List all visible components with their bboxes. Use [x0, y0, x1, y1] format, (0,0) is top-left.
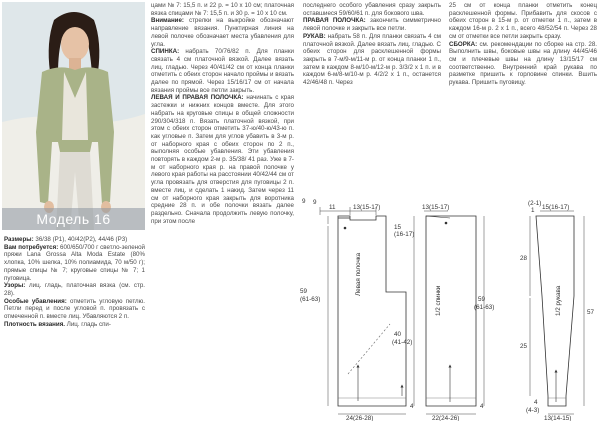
right-front-paragraph — [303, 17, 441, 32]
lf-left-9: 9 — [313, 199, 317, 206]
lf-name: Левая полочка — [355, 252, 362, 296]
left-front-schematic — [300, 198, 414, 421]
note-text: стрелки на выкройке обозначают направление вязания. Пунктирная линия на левой полочке обозначает места убавления для угла. — [151, 17, 294, 48]
model-photo — [2, 2, 145, 230]
sleeve-schematic — [520, 200, 595, 421]
lf-right-16-17: (16-17) — [394, 231, 415, 238]
back-top-13: 13(15-17) — [422, 204, 450, 211]
back-bottom-22: 22(24-26) — [432, 415, 460, 421]
column-2 — [151, 2, 294, 225]
sizes-text: 36/38 (Р1), 40/42(Р2), 44/46 (Р3) — [35, 236, 128, 243]
sleeve-paragraph — [303, 33, 441, 87]
special-decrease-text: отметить угловую петлю. Петли перед и после угловой п. провязать с отмеченной п. вместе лиц. Убавляются 2 п. — [4, 297, 145, 321]
back-right-61-63: (61-63) — [474, 304, 495, 311]
sleeve-right-57: 57 — [587, 309, 595, 316]
sleeve-left-28: 28 — [520, 255, 528, 262]
density-paragraph — [4, 321, 145, 329]
patterns-label: Узоры: — [4, 282, 26, 290]
assembly-text: см. рекомендации по сборке на стр. 28. Выполнить швы, боковые швы на длину 44/45/46 см и плечевые швы на длину 13/15/17 см соответственно. Внутренний край рукава по разметке пришить к горловине спинки. Вшить рукава. Пришить пуговицу. — [449, 40, 597, 87]
back-paragraph — [151, 48, 294, 94]
density-continued: цами № 7: 15,5 п. и 22 р. = 10 х 10 см; платочная вязка спицами № 7: 15,5 п. и 30 р. = 10 х 10 см. — [151, 2, 294, 17]
column-3 — [303, 2, 441, 87]
sleeve-continued: 25 см от конца планки отметить конец расклешенной формы. Прибавить для скосов с обеих сторон в 15-м р. от отметки 1 п., затем в каждом 16-м р. 2 х 1 п., всего 48/52/54 п. Через 28 см от отметки все петли закрыть сразу. — [449, 2, 597, 40]
lf-left-61-63: (61-63) — [300, 296, 321, 303]
lf-top-11: 11 — [329, 204, 336, 211]
sleeve-bottom-4: 4 — [534, 399, 538, 406]
model-illustration — [2, 2, 145, 230]
sizes-paragraph — [4, 236, 145, 244]
materials-label: Вам потребуется: — [4, 243, 59, 251]
special-decrease-label: Особые убавления: — [4, 297, 67, 305]
special-decrease-paragraph — [4, 298, 145, 321]
back-schematic — [422, 204, 494, 421]
sizes-label: Размеры: — [4, 236, 34, 243]
sleeve-top-15-17: 15(16-17) — [542, 204, 570, 211]
patterns-text: лиц. гладь, платочная вязка (см. стр. 28). — [4, 282, 145, 297]
density-text: Лиц. гладь спи- — [66, 320, 111, 328]
patterns-paragraph — [4, 282, 145, 297]
materials-text: 600/650/700 г светло-зеленой пряжи Lana Grossa Alta Moda Estate (80% хлопка, 10% шелка, 10% полиамида, 70 м/50 г); прямые спицы № 7; круговые спицы № 7; 1 пуговица. — [4, 243, 145, 282]
sleeve-top-2-1: (2-1) — [528, 200, 542, 207]
model-label: Модель 16 — [2, 208, 145, 230]
sleeve-bottom-13: 13(14-15) — [544, 415, 572, 421]
column-4 — [449, 2, 597, 87]
lf-top-13: 13(15-17) — [353, 204, 381, 211]
lf-right-41-42: (41-42) — [392, 339, 413, 346]
lf-bottom-4: 4 — [410, 403, 414, 410]
fronts-continued: последнего особого убавления сразу закрыть оставшиеся 59/60/61 п. для бокового шва. — [303, 2, 441, 17]
lf-right-40: 40 — [394, 331, 402, 338]
note-label: Внимание: — [151, 17, 184, 25]
note-paragraph — [151, 17, 294, 48]
back-right-59: 59 — [478, 296, 486, 303]
column-1 — [4, 236, 145, 328]
assembly-label: СБОРКА: — [449, 40, 478, 48]
back-text: набрать 70/76/82 п. Для планки связать 4 см платочной вязкой. Далее вязать лиц. гладью. Через 40/41/42 см от конца планки отметить с обеих сторон начало проймы и вязать далее по прямой. Через 15/16/17 см от начала вязания проймы все петли закрыть. — [151, 48, 294, 94]
lf-left-59: 59 — [300, 288, 308, 295]
sleeve-bottom-4-3: (4-3) — [526, 407, 540, 414]
right-front-text: закончить симметрично левой полочке и закрыть все петли. — [303, 17, 441, 33]
pattern-schematics — [298, 196, 600, 421]
back-label: СПИНКА: — [151, 48, 180, 56]
materials-paragraph — [4, 244, 145, 283]
fronts-paragraph — [151, 94, 294, 225]
right-front-label: ПРАВАЯ ПОЛОЧКА: — [303, 17, 366, 25]
assembly-paragraph — [449, 41, 597, 87]
sleeve-top-1: 1 — [531, 207, 535, 214]
sleeve-text: набрать 58 п. Для планки связать 4 см платочной вязкой. Далее вязать лиц. гладью. С обеих сторон для расклешенной формы закрыть в 7-м/9-м/11-м р. от конца планки 1 п., затем в каждом 8-м/10-м/12-м р. 3/3/2 х 1 п. и в каждом 6-м/8-м/10-м р. 4/2/2 х 1 п., останется 42/46/48 п. Через — [303, 32, 441, 87]
lf-bottom-24: 24(26-28) — [346, 415, 374, 421]
back-bottom-4: 4 — [480, 403, 484, 410]
sleeve-left-25: 25 — [520, 343, 528, 350]
sleeve-label: РУКАВ: — [303, 32, 326, 40]
sleeve-name: 1/2 рукава — [555, 285, 562, 316]
fronts-label: ЛЕВАЯ И ПРАВАЯ ПОЛОЧКА: — [151, 94, 244, 102]
density-label: Плотность вязания. — [4, 320, 66, 328]
lf-right-15: 15 — [394, 224, 402, 231]
back-name: 1/2 спинки — [435, 285, 442, 316]
fronts-text: начинать с края застежки и нижних концов вместе. Для этого набрать на круговые спицы в общей сложности 290/304/318 п. Вязать платочной вязкой, при этом с обеих сторон отметить 37-ю/40-ю/43-ю п. как угловые п. Затем для углов убавить в 3-м р. от наборного края с обеих сторон по 2 п., выполняя особые убавления. Эти убавления повторять в каждом 2-м р. 35/38/ 41 раз. Уже в 7-м от наборного края р. на правой полочке у левого края работы на расстоянии 40/42/44 см от угла провязать для отверстия для пуговицы 2 п. вместе лиц. и сделать 1 накид. Затем через 11 см от наборного края закрыть для воротника средние 28 п. и обе полочки вязать далее раздельно. Сначала продолжить левую полочку, при этом после — [151, 94, 294, 225]
lf-corner-9: 9 — [302, 198, 306, 205]
